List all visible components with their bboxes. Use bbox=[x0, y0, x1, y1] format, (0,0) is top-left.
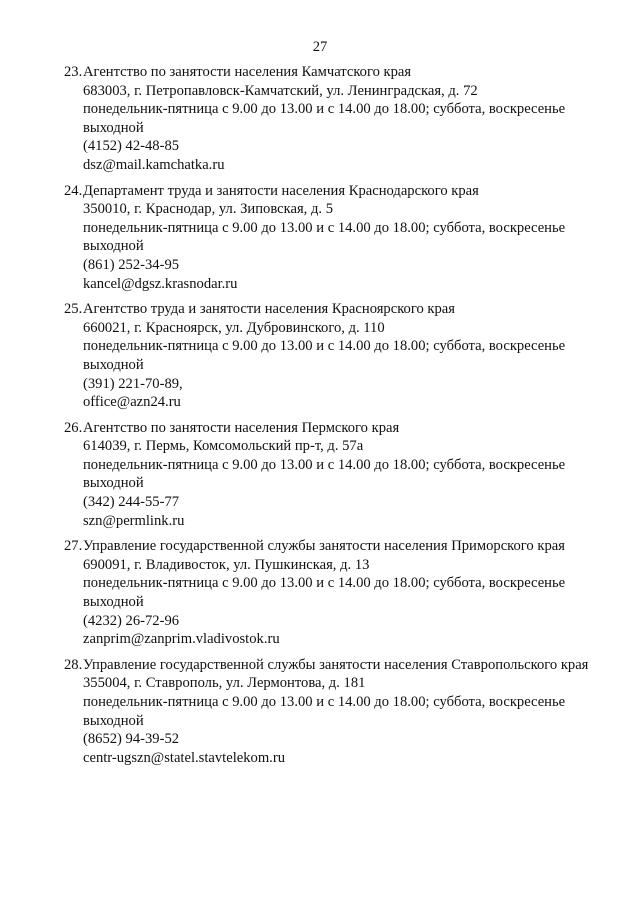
agency-list bbox=[65, 63, 595, 774]
list-item bbox=[65, 419, 595, 531]
entry-number: 26. bbox=[64, 419, 83, 436]
list-item bbox=[65, 537, 595, 649]
agency-hours: понедельник-пятница с 9.00 до 13.00 и с 14.00 до 18.00; суббота, воскресенье выходной bbox=[83, 219, 566, 255]
agency-hours: понедельник-пятница с 9.00 до 13.00 и с 14.00 до 18.00; суббота, воскресенье выходной bbox=[83, 338, 566, 373]
agency-email: szn@permlink.ru bbox=[83, 512, 185, 529]
entry-number: 27. bbox=[64, 538, 83, 555]
agency-title: Департамент труда и занятости населения Краснодарского края bbox=[83, 182, 479, 199]
entry-number: 28. bbox=[64, 656, 83, 673]
list-item bbox=[65, 63, 595, 175]
agency-address: 614039, г. Пермь, Комсомольский пр-т, д. 57а bbox=[83, 438, 364, 455]
agency-address: 350010, г. Краснодар, ул. Зиповская, д. 5 bbox=[83, 201, 334, 218]
list-item bbox=[65, 300, 595, 412]
entry-number: 23. bbox=[64, 64, 83, 80]
agency-hours: понедельник-пятница с 9.00 до 13.00 и с 14.00 до 18.00; суббота, воскресенье выходной bbox=[83, 575, 566, 611]
agency-phone: (4232) 26-72-96 bbox=[83, 612, 180, 629]
agency-title: Агентство труда и занятости населения Красноярского края bbox=[83, 301, 455, 318]
agency-email: kancel@dgsz.krasnodar.ru bbox=[83, 275, 238, 292]
agency-address: 683003, г. Петропавловск-Камчатский, ул. Ленинградская, д. 72 bbox=[83, 82, 478, 99]
agency-hours: понедельник-пятница с 9.00 до 13.00 и с 14.00 до 18.00; суббота, воскресенье выходной bbox=[83, 101, 566, 136]
agency-address: 690091, г. Владивосток, ул. Пушкинская, д. 13 bbox=[83, 556, 370, 573]
agency-title: Агентство по занятости населения Камчатского края bbox=[83, 64, 412, 80]
agency-email: office@azn24.ru bbox=[83, 394, 181, 411]
agency-title: Управление государственной службы занятости населения Ставропольского края bbox=[83, 656, 589, 673]
agency-title: Агентство по занятости населения Пермского края bbox=[83, 419, 400, 436]
agency-phone: (391) 221-70-89, bbox=[83, 375, 183, 392]
list-item bbox=[65, 182, 595, 294]
agency-title: Управление государственной службы занятости населения Приморского края bbox=[83, 538, 565, 555]
agency-address: 660021, г. Красноярск, ул. Дубровинского, д. 110 bbox=[83, 319, 385, 336]
agency-email: zanprim@zanprim.vladivostok.ru bbox=[83, 631, 280, 648]
page-number: 27 bbox=[312, 39, 328, 55]
agency-hours: понедельник-пятница с 9.00 до 13.00 и с 14.00 до 18.00; суббота, воскресенье выходной bbox=[83, 694, 566, 729]
agency-phone: (4152) 42-48-85 bbox=[83, 138, 180, 155]
agency-email: centr-ugszn@statel.stavtelekom.ru bbox=[83, 749, 285, 766]
agency-phone: (342) 244-55-77 bbox=[83, 494, 180, 511]
agency-hours: понедельник-пятница с 9.00 до 13.00 и с 14.00 до 18.00; суббота, воскресенье выходной bbox=[83, 456, 566, 492]
list-item bbox=[65, 656, 595, 768]
agency-email: dsz@mail.kamchatka.ru bbox=[83, 156, 225, 173]
agency-address: 355004, г. Ставрополь, ул. Лермонтова, д. 181 bbox=[83, 675, 366, 692]
entry-number: 25. bbox=[64, 301, 83, 318]
agency-phone: (8652) 94-39-52 bbox=[83, 731, 180, 748]
entry-number: 24. bbox=[64, 182, 83, 199]
agency-phone: (861) 252-34-95 bbox=[83, 256, 180, 273]
